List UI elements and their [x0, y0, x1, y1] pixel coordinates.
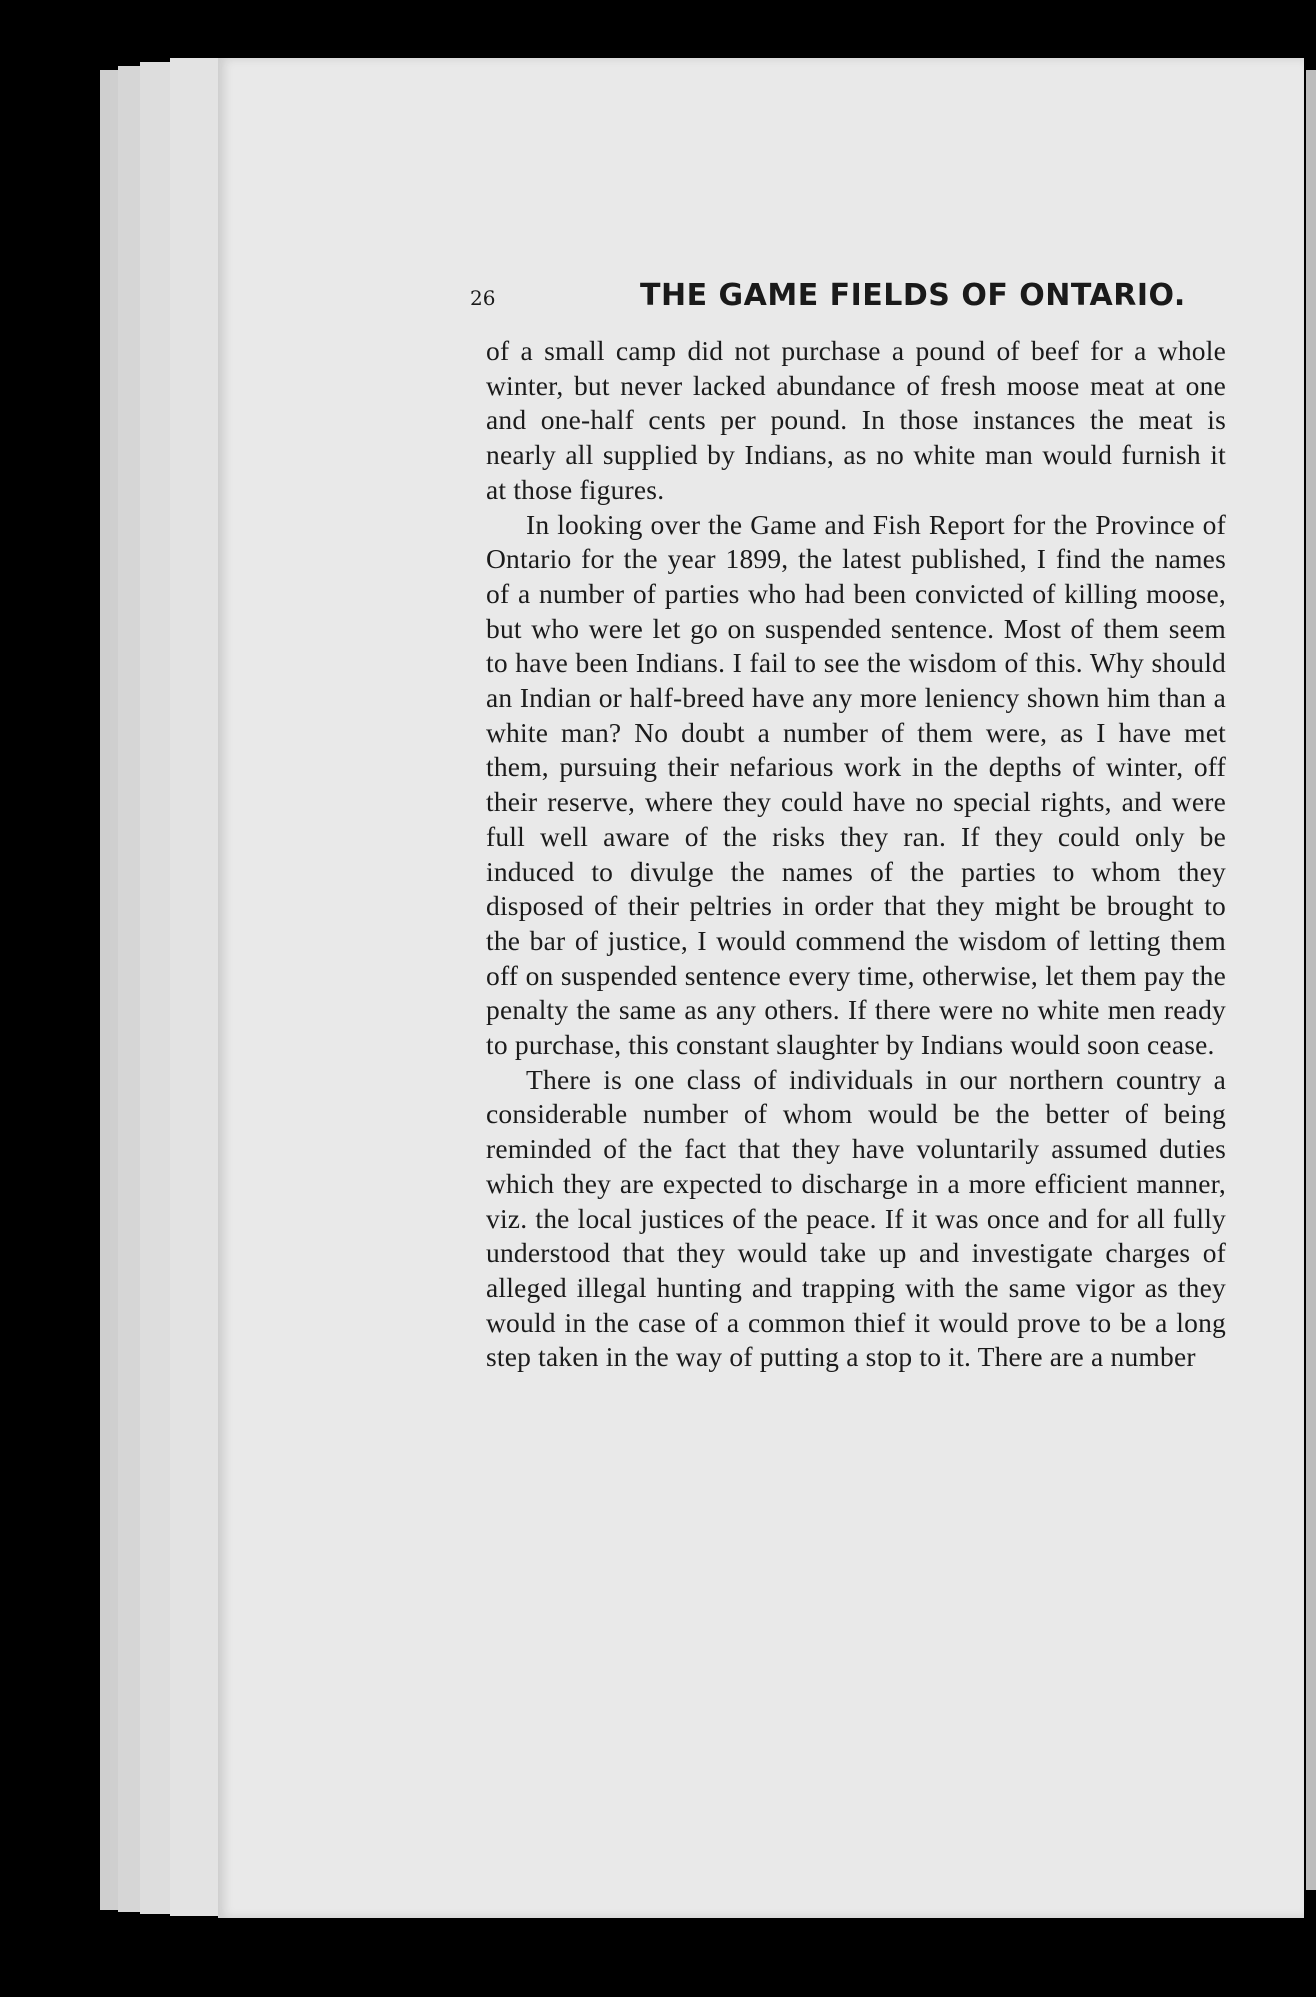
- running-title: THE GAME FIELDS OF ONTARIO.: [640, 278, 1186, 313]
- scan-border: [1306, 70, 1316, 1890]
- paragraph: In looking over the Game and Fish Report for the Province of Ontario for the year 1899, the latest published, I find the names of a number of parties who had been convicted of killing moose, but who were let go on suspended sentence. Most of them seem to have been Indians. I fail to see the wisdom of this. Why should an Indian or half-breed have any more leniency shown him than a white man? No doubt a number of them were, as I have met them, pursuing their nefarious work in the depths of winter, off their reserve, where they could have no special rights, and were full well aware of the risks they ran. If they could only be induced to divulge the names of the parties to whom they disposed of their peltries in order that they might be brought to the bar of justice, I would commend the wisdom of letting them off on suspended sentence every time, otherwise, let them pay the penalty the same as any others. If there were no white men ready to purchase, this constant slaughter by Indians would soon cease.: [486, 508, 1226, 1061]
- body-text: [486, 334, 1226, 1375]
- page-number: 26: [470, 286, 496, 310]
- paragraph: There is one class of individuals in our northern country a considerable number of whom would be the better of being reminded of the fact that they have voluntarily assumed duties which they are expected to discharge in a more efficient manner, viz. the local justices of the peace. If it was once and for all fully understood that they would take up and investigate charges of alleged illegal hunting and trapping with the same vigor as they would in the case of a common thief it would prove to be a long step taken in the way of putting a stop to it. There are a number: [486, 1063, 1226, 1373]
- paragraph: of a small camp did not purchase a pound of beef for a whole winter, but never lacked abundance of fresh moose meat at one and one-half cents per pound. In those instances the meat is nearly all supplied by Indians, as no white man would furnish it at those figures.: [486, 335, 1226, 505]
